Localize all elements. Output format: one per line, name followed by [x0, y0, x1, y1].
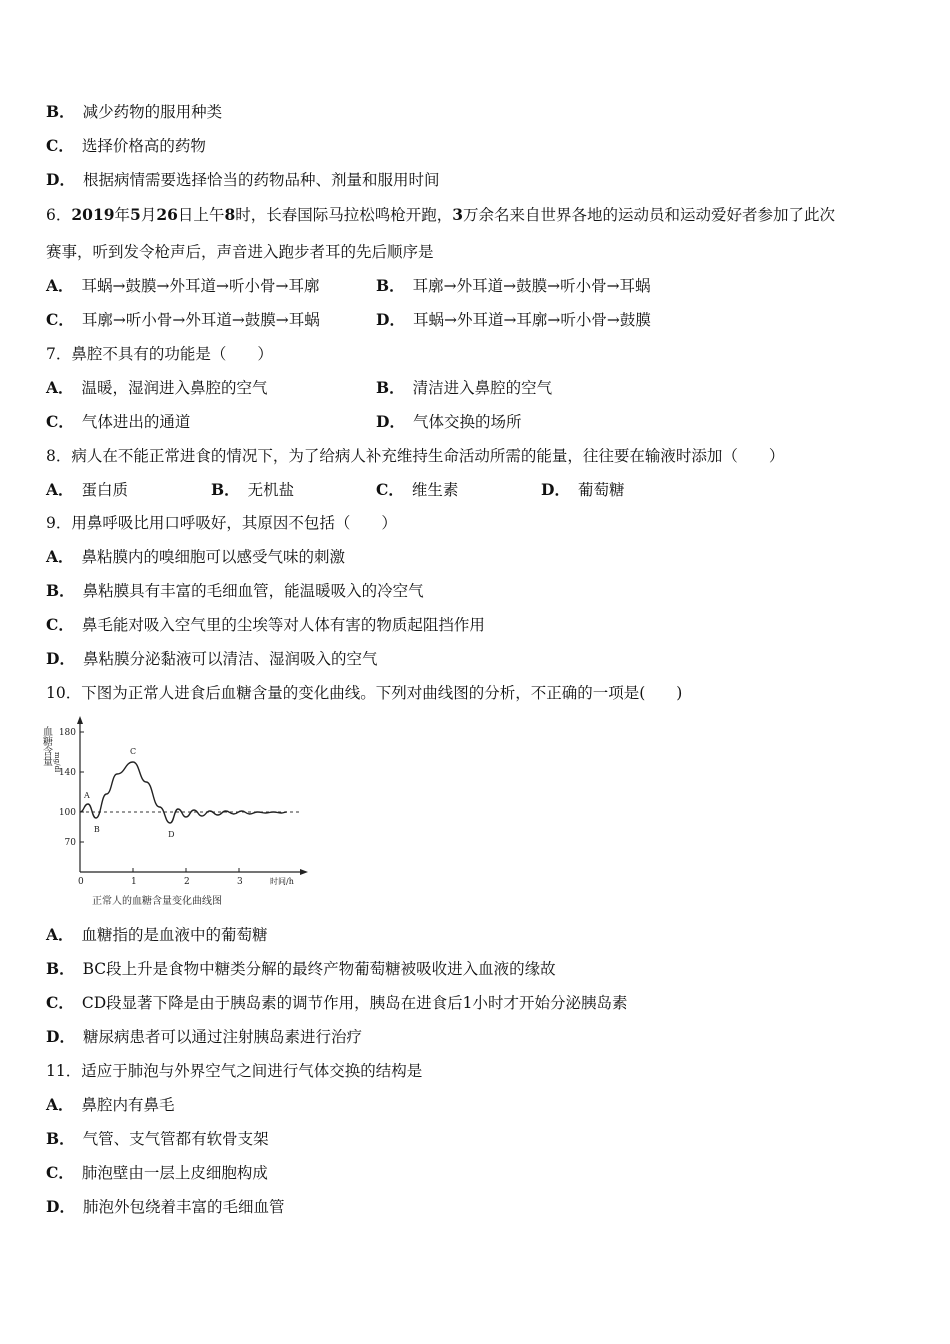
q7-option-b: B． 清洁进入鼻腔的空气 [376, 378, 553, 397]
x-tick-label: 1 [131, 877, 137, 887]
y-axis-unit: mg/dl [53, 752, 61, 773]
q10-option-c: C． CD段显著下降是由于胰岛素的调节作用，胰岛在进食后1小时才开始分泌胰岛素 [46, 993, 628, 1012]
q7-option-d: D． 气体交换的场所 [376, 412, 522, 431]
q6-stem-line1: 6．2019年5月26日上午8时，长春国际马拉松鸣枪开跑，3万余名来自世界各地的运动员和运动爱好者参加了此次 [46, 205, 836, 224]
q10-option-b: B． BC段上升是食物中糖类分解的最终产物葡萄糖被吸收进入血液的缘故 [46, 959, 556, 978]
q10-stem: 10．下图为正常人进食后血糖含量的变化曲线。下列对曲线图的分析，不正确的一项是( ) [46, 684, 683, 702]
glucose-curve [80, 762, 287, 823]
q8-option-b: B． 无机盐 [211, 480, 295, 499]
q8-option-a: A． 蛋白质 [46, 480, 129, 499]
q6-option-d: D． 耳蜗→外耳道→耳廓→听小骨→鼓膜 [376, 310, 651, 329]
q9-option-b: B． 鼻粘膜具有丰富的毛细血管，能温暖吸入的冷空气 [46, 581, 424, 600]
q9-option-d: D． 鼻粘膜分泌黏液可以清洁、湿润吸入的空气 [46, 649, 378, 668]
q10-option-d: D． 糖尿病患者可以通过注射胰岛素进行治疗 [46, 1027, 362, 1046]
y-tick-label: 180 [58, 728, 76, 738]
q5-option-c: C． 选择价格高的药物 [46, 136, 206, 155]
point-label-b: B [93, 825, 100, 834]
point-label-a: A [83, 791, 90, 800]
x-tick-label: 0 [78, 877, 84, 887]
q7-option-a: A． 温暖，湿润进入鼻腔的空气 [46, 378, 268, 397]
q5-option-d: D． 根据病情需要选择恰当的药物品种、剂量和服用时间 [46, 170, 440, 189]
blood-glucose-chart [40, 712, 315, 912]
q6-option-a: A． 耳蜗→鼓膜→外耳道→听小骨→耳廓 [46, 276, 320, 295]
q11-stem: 11．适应于肺泡与外界空气之间进行气体交换的结构是 [46, 1062, 423, 1080]
q7-option-c: C． 气体进出的通道 [46, 412, 191, 431]
q9-stem: 9．用鼻呼吸比用口呼吸好，其原因不包括（ ） [46, 514, 397, 532]
chart-title: 正常人的血糖含量变化曲线图 [92, 896, 222, 907]
y-axis-label: 血糖含量 [40, 726, 52, 766]
y-tick-label: 140 [58, 768, 76, 778]
q9-option-a: A． 鼻粘膜内的嗅细胞可以感受气味的刺激 [46, 547, 346, 566]
x-tick-label: 3 [237, 877, 243, 887]
q11-option-d: D． 肺泡外包绕着丰富的毛细血管 [46, 1197, 285, 1216]
y-tick-label: 70 [64, 838, 76, 848]
q5-option-b: B． 减少药物的服用种类 [46, 102, 223, 121]
point-label-c: C [130, 747, 137, 756]
q11-option-c: C． 肺泡壁由一层上皮细胞构成 [46, 1163, 268, 1182]
y-axis-arrow [77, 716, 83, 724]
q8-option-c: C． 维生素 [376, 480, 459, 499]
q10-option-a: A． 血糖指的是血液中的葡萄糖 [46, 925, 268, 944]
x-axis-label: 时间/h [270, 877, 294, 886]
q8-stem: 8．病人在不能正常进食的情况下，为了给病人补充维持生命活动所需的能量，往往要在输液时添加（ ） [46, 447, 785, 465]
q7-stem: 7．鼻腔不具有的功能是（ ） [46, 345, 273, 363]
q6-option-b: B． 耳廓→外耳道→鼓膜→听小骨→耳蜗 [376, 276, 651, 295]
x-tick-label: 2 [184, 877, 190, 887]
q6-stem-line2: 赛事，听到发令枪声后，声音进入跑步者耳的先后顺序是 [46, 243, 434, 261]
q11-option-a: A． 鼻腔内有鼻毛 [46, 1095, 175, 1114]
point-label-d: D [168, 830, 175, 839]
y-tick-label: 100 [58, 808, 76, 818]
q9-option-c: C． 鼻毛能对吸入空气里的尘埃等对人体有害的物质起阻挡作用 [46, 615, 485, 634]
q8-option-d: D． 葡萄糖 [541, 480, 625, 499]
q6-option-c: C． 耳廓→听小骨→外耳道→鼓膜→耳蜗 [46, 310, 320, 329]
q11-option-b: B． 气管、支气管都有软骨支架 [46, 1129, 269, 1148]
x-axis-arrow [300, 869, 308, 875]
